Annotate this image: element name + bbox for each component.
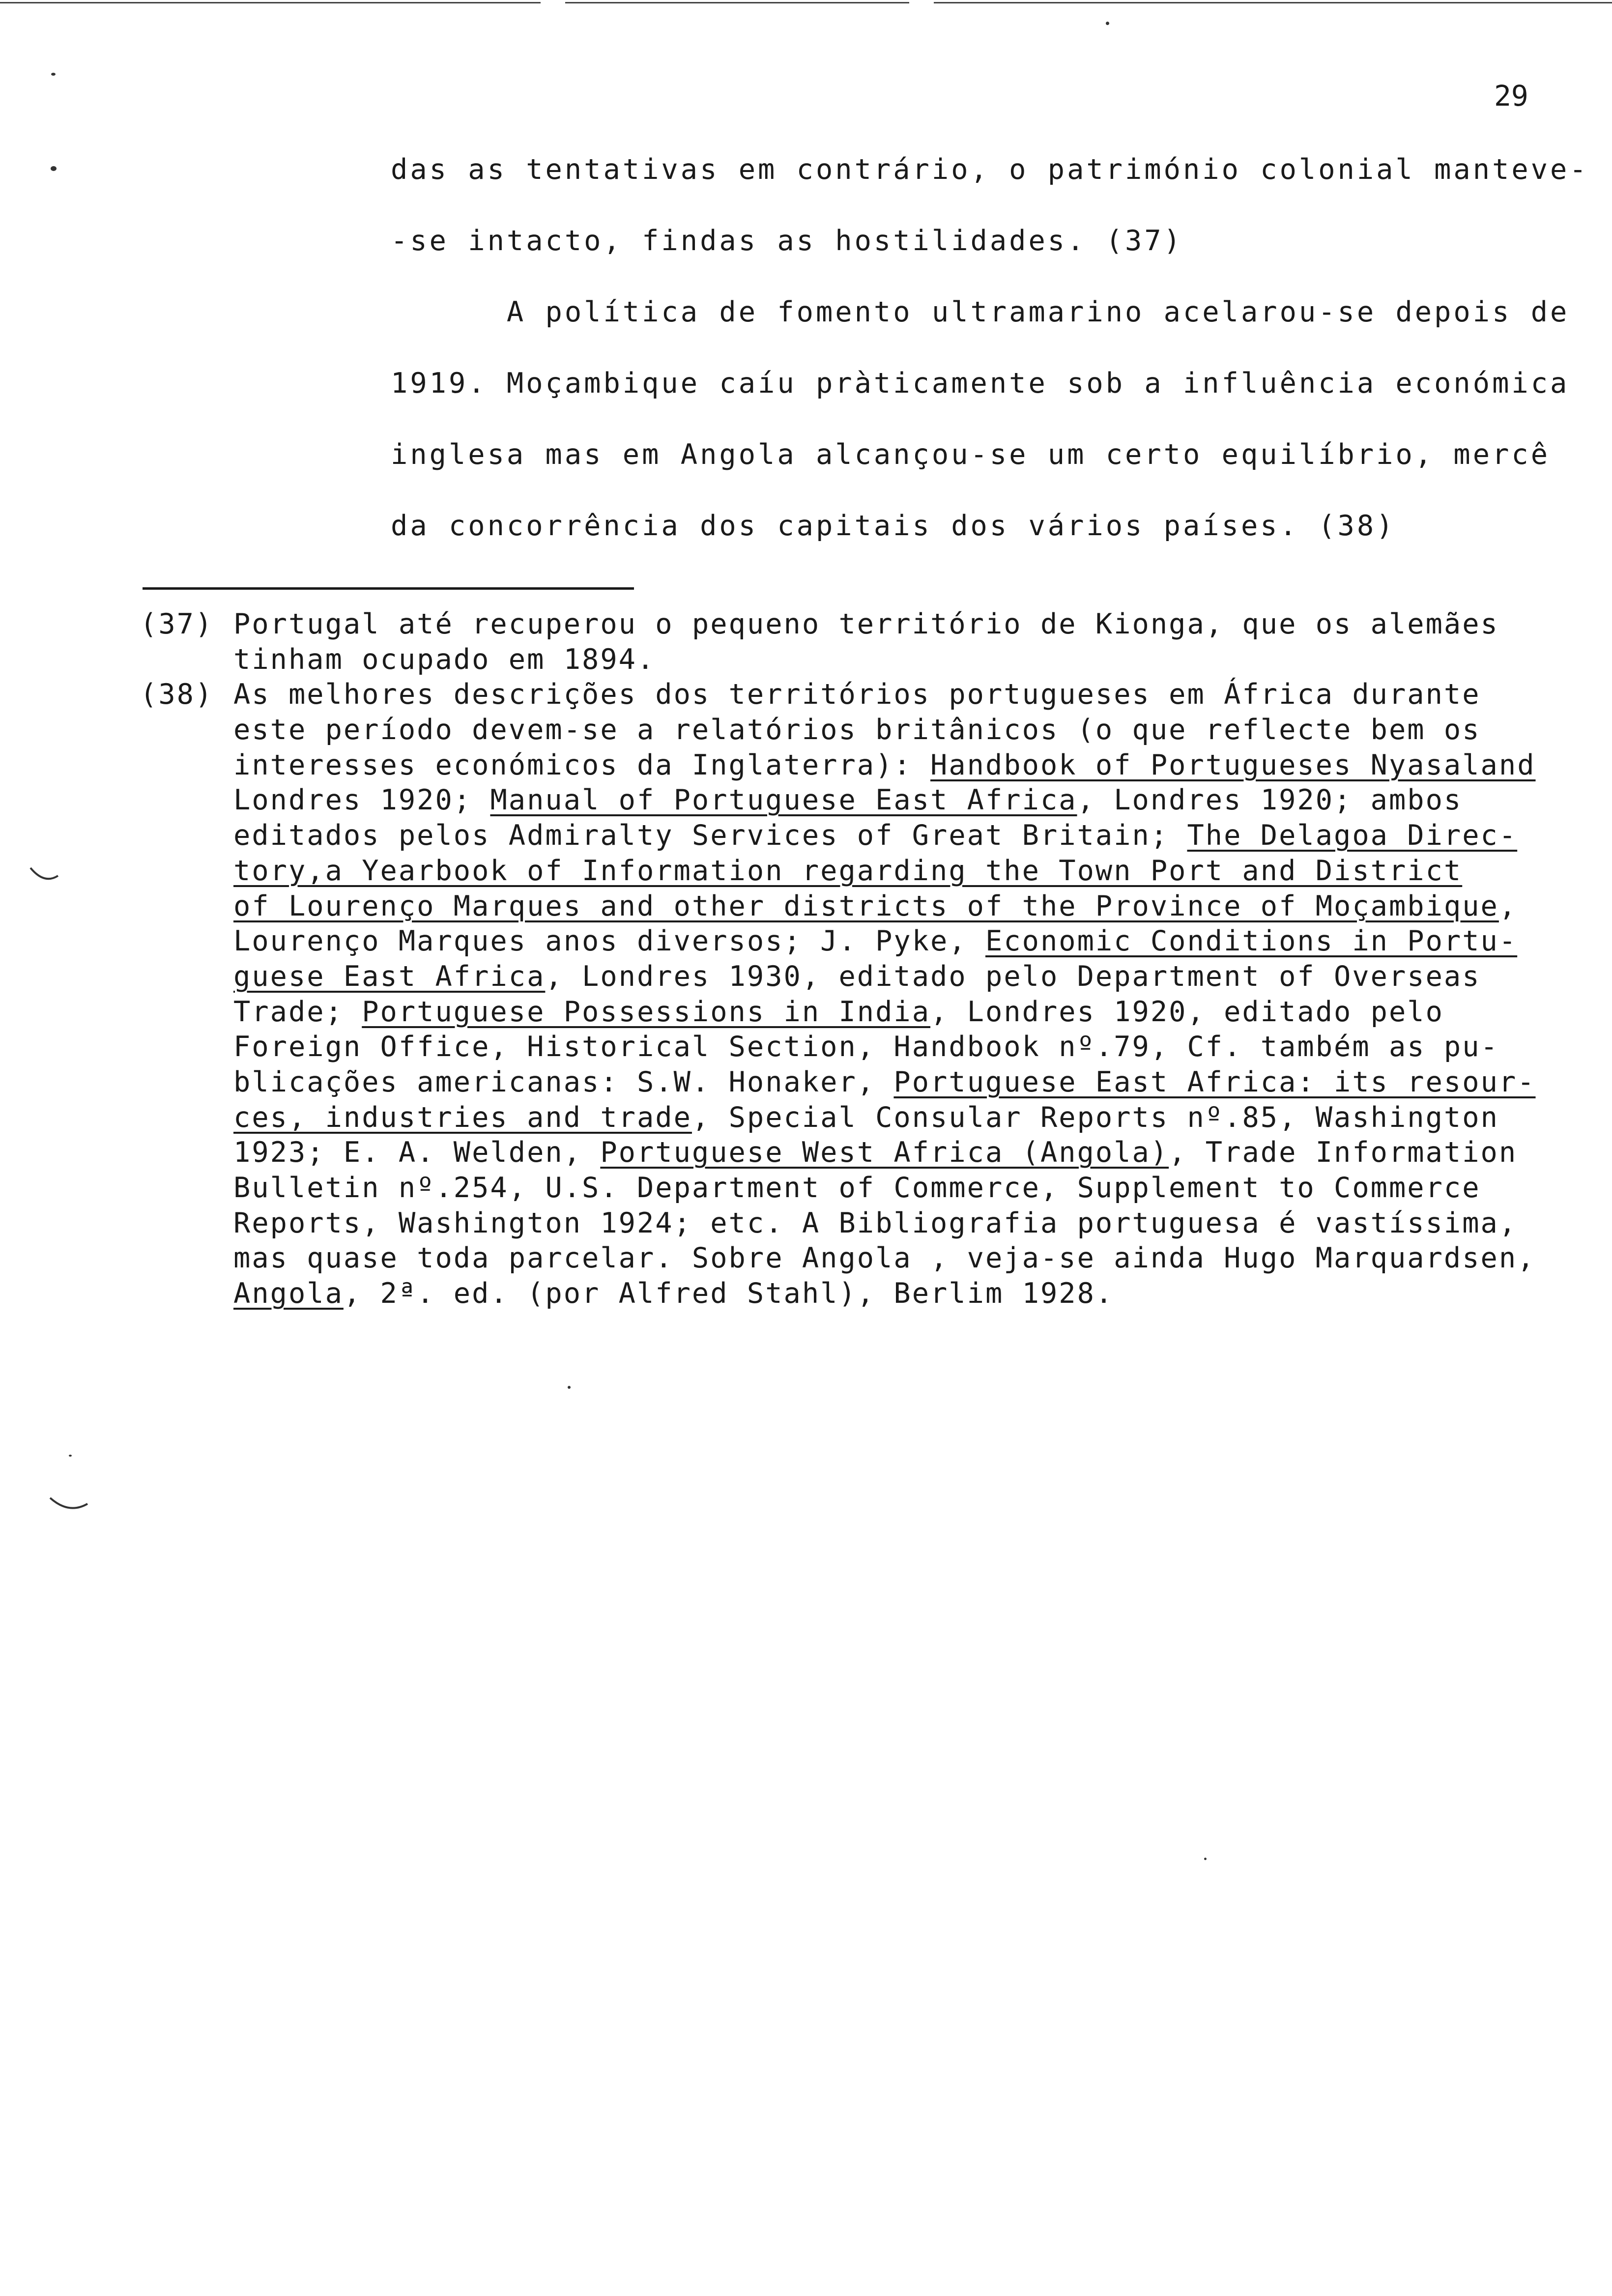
footnote-text: Lourenço Marques anos diversos; J. Pyke, [233, 925, 985, 958]
cited-title: The Delagoa Direc- [1187, 819, 1518, 852]
footnote-text: Londres 1920; [233, 784, 490, 817]
footnote-38-line [140, 1241, 1605, 1276]
margin-dot [51, 73, 56, 76]
footnote-text: Trade; [233, 995, 362, 1028]
footnote-separator [143, 587, 634, 590]
footnote-38-line [140, 959, 1605, 995]
footnote-text: As melhores descrições dos territórios portugueses em África durante [233, 678, 1481, 711]
footnote-38-line [140, 748, 1605, 783]
footnote-37 [140, 607, 1605, 642]
margin-dot [69, 1455, 72, 1457]
cited-title: Angola [233, 1277, 344, 1310]
margin-binding-mark [49, 1494, 88, 1514]
footnote-text: este período devem-se a relatórios britânicos (o que reflecte bem os [233, 714, 1481, 746]
footnote-38-line [140, 1030, 1605, 1065]
footnote-number: (38) [140, 678, 214, 711]
footnote-38-line [140, 1135, 1605, 1171]
margin-dot [1204, 1858, 1207, 1860]
footnote-text: , Londres 1930, editado pelo Department of Overseas [545, 960, 1481, 993]
page-number: 29 [1494, 79, 1528, 113]
cited-title: Handbook of Portugueses Nyasaland [930, 748, 1536, 781]
footnote-text: Portugal até recuperou o pequeno território de Kionga, que os alemães [233, 608, 1499, 640]
footnote-38-line [140, 1100, 1605, 1136]
footnote-38-line [140, 1206, 1605, 1241]
body-line: 1919. Moçambique caíu pràticamente sob a influência económica [391, 367, 1570, 400]
footnote-text: , [1498, 890, 1518, 922]
footnote-text: editados pelos Admiralty Services of Great Britain; [233, 819, 1187, 852]
scan-edge-line [0, 2, 541, 3]
footnote-text: , Londres 1920, editado pelo [930, 995, 1444, 1028]
cited-title: ces, industries and trade [233, 1101, 692, 1134]
footnote-38-line [140, 783, 1605, 818]
scan-edge-line [934, 2, 1612, 3]
body-line: da concorrência dos capitais dos vários países. (38) [391, 510, 1396, 542]
footnote-number: (37) [140, 608, 214, 640]
footnote-38-line [140, 713, 1605, 748]
scan-edge-line [565, 2, 909, 3]
footnote-38-line [140, 889, 1605, 924]
footnote-text: , Londres 1920; ambos [1077, 784, 1463, 817]
cited-title: guese East Africa [233, 960, 546, 993]
margin-binding-mark [29, 865, 59, 885]
footnote-38-line [140, 1065, 1605, 1100]
footnote-text: , Special Consular Reports nº.85, Washington [691, 1101, 1499, 1134]
footnote-38-line [140, 1171, 1605, 1206]
cited-title: tory,a Yearbook of Information regarding the Town Port and District [233, 854, 1463, 887]
footnotes [140, 607, 1605, 1312]
body-line: A política de fomento ultramarino acelarou-se depois de [391, 296, 1570, 328]
footnote-38-line [140, 1276, 1605, 1312]
cited-title: Economic Conditions in Portu- [985, 925, 1518, 958]
cited-title: Manual of Portuguese East Africa [490, 784, 1077, 817]
body-line: inglesa mas em Angola alcançou-se um certo equilíbrio, mercê [391, 438, 1551, 471]
footnote-text: , 2ª. ed. (por Alfred Stahl), Berlim 1928. [343, 1277, 1114, 1310]
footnote-37-cont [140, 642, 1605, 678]
footnote-text: Reports, Washington 1924; etc. A Bibliografia portuguesa é vastíssima, [233, 1206, 1518, 1239]
footnote-text: 1923; E. A. Welden, [233, 1136, 601, 1169]
footnote-38-line [140, 995, 1605, 1030]
body-line: -se intacto, findas as hostilidades. (37) [391, 225, 1183, 257]
margin-dot [1106, 22, 1109, 25]
cited-title: Portuguese West Africa (Angola) [600, 1136, 1169, 1169]
cited-title: Portuguese Possessions in India [362, 995, 931, 1028]
footnote-text: , Trade Information [1169, 1136, 1518, 1169]
body-paragraphs [391, 147, 1589, 575]
footnote-38 [140, 677, 1605, 713]
footnote-38-line [140, 818, 1605, 854]
footnote-text: interesses económicos da Inglaterra): [233, 748, 931, 781]
margin-dot [568, 1386, 571, 1389]
footnote-text: Bulletin nº.254, U.S. Department of Commerce, Supplement to Commerce [233, 1172, 1481, 1204]
footnote-text: blicações americanas: S.W. Honaker, [233, 1065, 894, 1098]
footnote-text: Foreign Office, Historical Section, Handbook nº.79, Cf. também as pu- [233, 1031, 1499, 1063]
cited-title: of Lourenço Marques and other districts of the Province of Moçambique [233, 890, 1499, 922]
footnote-text: tinham ocupado em 1894. [233, 643, 656, 676]
footnote-38-line [140, 854, 1605, 889]
cited-title: Portuguese East Africa: its resour- [893, 1065, 1536, 1098]
footnote-38-line [140, 924, 1605, 959]
margin-dot [51, 166, 57, 171]
body-line: das as tentativas em contrário, o património colonial manteve- [391, 153, 1589, 186]
footnote-text: mas quase toda parcelar. Sobre Angola , veja-se ainda Hugo Marquardsen, [233, 1242, 1536, 1275]
